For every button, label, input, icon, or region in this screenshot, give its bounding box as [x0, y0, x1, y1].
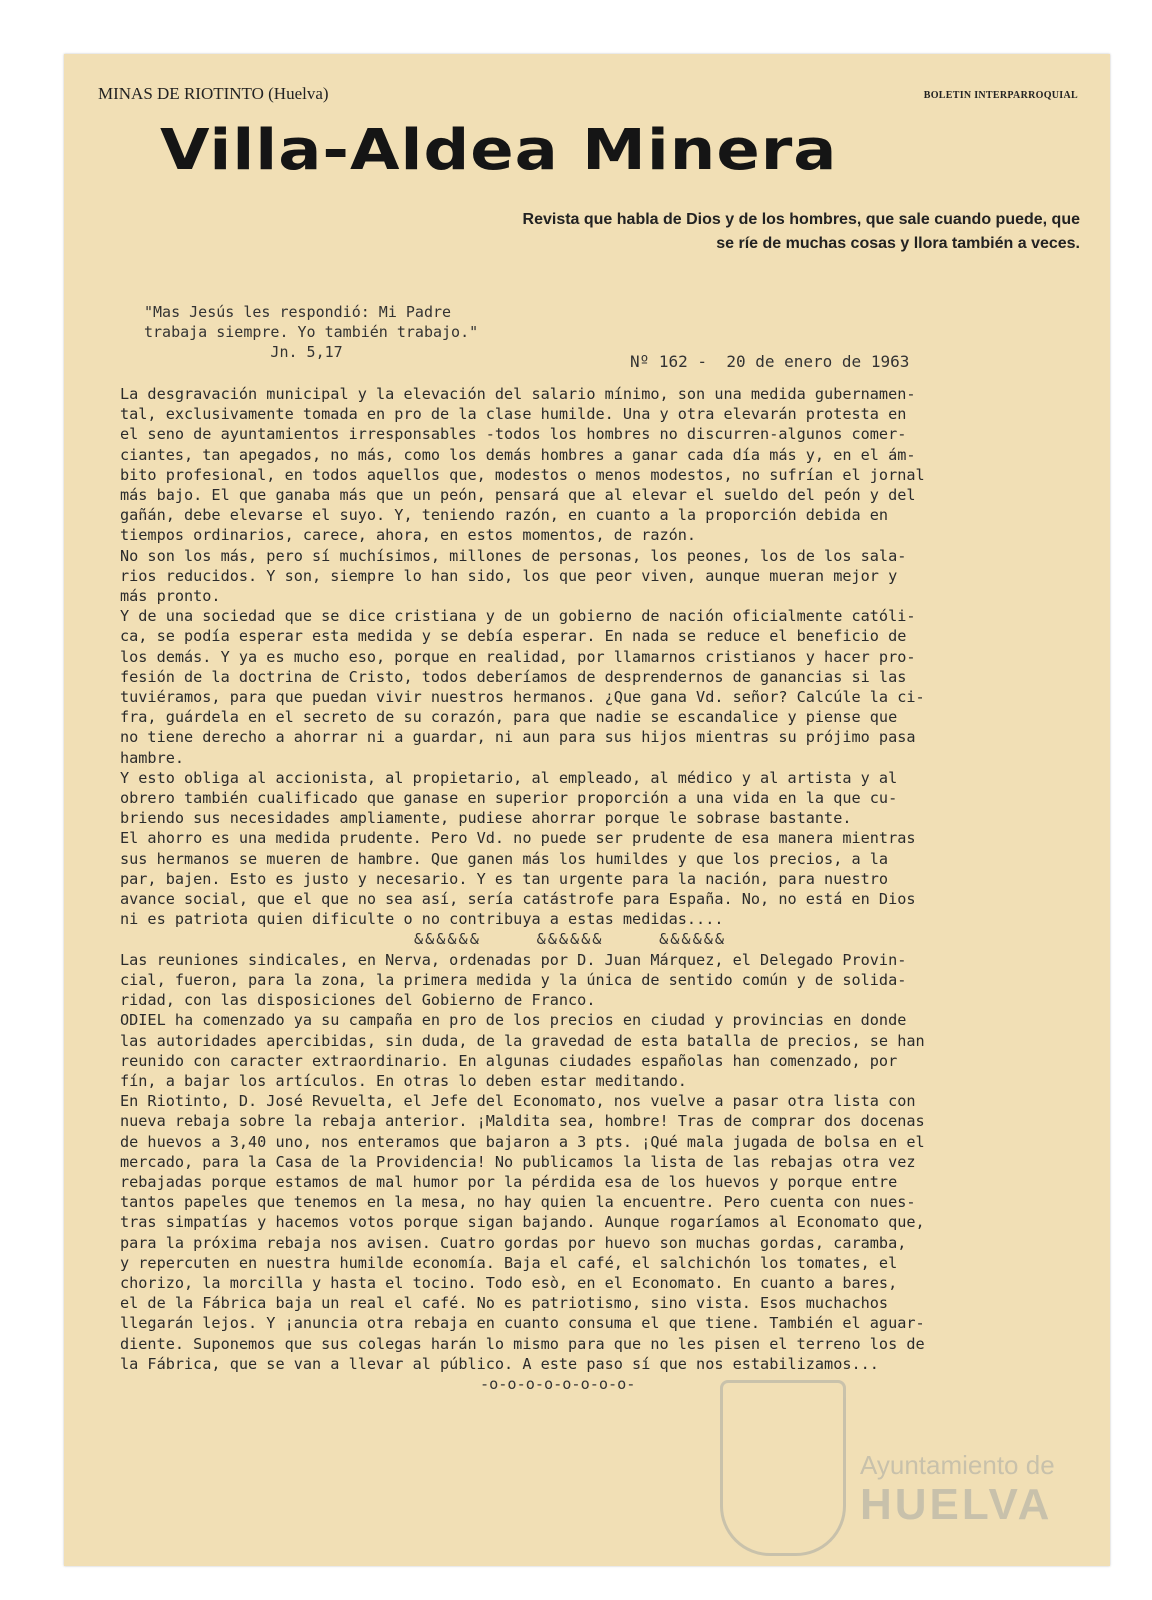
- paragraph-4: Las reuniones sindicales, en Nerva, ordenadas por D. Juan Márquez, el Delegado Provin- cial, fueron, para la zona, la primera medida y la única de sentido común y de solida- ridad, con las disposiciones del Gobierno de Franco. ODIEL ha comenzado ya su campaña en pro de los precios en ciudad y provincias en donde las autoridades apercibidas, sin duda, de la gravedad de esta batalla de precios, se han reunido con caracter extraordinario. En algunas ciudades españolas han comenzado, por fín, a bajar los artículos. En otras lo deben estar meditando. En Riotinto, D. José Revuelta, el Jefe del Economato, nos vuelve a pasar otra lista con nueva rebaja sobre la rebaja anterior. ¡Maldita sea, hombre! Tras de comprar dos docenas de huevos a 3,40 uno, nos enteramos que bajaron a 3 pts. ¡Qué mala jugada de bolsa en el mercado, para la Casa de la Providencia! No publicamos la lista de las rebajas otra vez rebajadas porque estamos de mal humor por la pérdida esa de los huevos y porque entre tantos papeles que tenemos en la mesa, no hay quien la encuentre. Pero cuenta con nues- tras simpatías y hacemos votos porque sigan bajando. Aunque rogaríamos al Economato que, para la próxima rebaja nos avisen. Cuatro gordas por huevo son muchas gordas, caramba, y repercuten en nuestra humilde economía. Baja el café, el salchichón los tomates, el chorizo, la morcilla y hasta el tocino. Todo esò, en el Economato. En cuanto a bares, el de la Fábrica baja un real el café. No es patriotismo, sino vista. Esos muchachos llegarán lejos. Y ¡anuncia otra rebaja en cuanto consuma el que tiene. También el aguar- diente. Suponemos que sus colegas harán lo mismo para que no les pisen el terreno los de la Fábrica, que se van a llevar al público. A este paso sí que nos estabilizamos...: [120, 950, 925, 1373]
- bulletin-label: BOLETIN INTERPARROQUIAL: [923, 90, 1078, 101]
- watermark-line-1: Ayuntamiento de: [860, 1450, 1055, 1480]
- watermark-line-2: HUELVA: [860, 1480, 1053, 1529]
- tagline: Revista que habla de Dios y de los hombres, que sale cuando puede, que se ríe de muchas cosas y llora también a veces.: [522, 211, 1080, 252]
- paragraph-3: Y esto obliga al accionista, al propietario, al empleado, al médico y al artista y al obrero también cualificado que ganase en superior proporción a una vida en la que cu- briendo sus necesidades ampliamente, pudiese ahorrar porque le sobrase bastante. El ahorro es una medida prudente. Pero Vd. no puede ser prudente de esa manera mientras sus hermanos se mueren de hambre. Que ganen más los humildes y que los precios, a la par, bajen. Esto es justo y necesario. Y es tan urgente para la nación, para nuestro avance social, que el que no sea así, sería catástrofe para España. No, no está en Dios ni es patriota quien dificulte o no contribuya a estas medidas....: [120, 768, 916, 929]
- crest-icon: [720, 1380, 846, 1556]
- section-divider: &&&&&& &&&&&& &&&&&&: [413, 930, 727, 949]
- scripture-quote: "Mas Jesús les respondió: Mi Padre trabaja siempre. Yo también trabajo." Jn. 5,17: [144, 303, 479, 361]
- end-mark: -o-o-o-o-o-o-o-o-: [480, 1374, 636, 1393]
- watermark: [720, 1380, 1080, 1560]
- article-body: [120, 384, 1020, 1394]
- masthead-title: Villa-Aldea Minera: [160, 118, 838, 184]
- paragraph-1: La desgravación municipal y la elevación del salario mínimo, son una medida gubernamen- tal, exclusivamente tomada en pro de la clase humilde. Una y otra elevarán protesta en el seno de ayuntamientos irresponsables -todos los hombres no discurren-algunos comer- ciantes, tan apegados, no más, como los demás hombres a ganar cada día más y, en el ám- bito profesional, en todos aquellos que, modestos o menos modestos, no sufrían el jornal más bajo. El que ganaba más que un peón, pensará que al elevar el sueldo del peón y del gañán, debe elevarse el suyo. Y, teniendo razón, en cuanto a la proporción debida en tiempos ordinarios, carece, ahora, en estos momentos, de razón. No son los más, pero sí muchísimos, millones de personas, los peones, los de los sala- rios reducidos. Y son, siempre lo han sido, los que peor viven, aunque mueran mejor y más pronto.: [120, 385, 925, 606]
- issue-number-date: Nº 162 - 20 de enero de 1963: [630, 352, 910, 371]
- location-header: MINAS DE RIOTINTO (Huelva): [98, 84, 329, 103]
- paragraph-2: Y de una sociedad que se dice cristiana y de un gobierno de nación oficialmente católi- ca, se podía esperar esta medida y se debía esperar. En nada se reduce el beneficio de los demás. Y ya es mucho eso, porque en realidad, por llamarnos cristianos y hacer pro- fesión de la doctrina de Cristo, todos deberíamos de desprendernos de ganancias si las tuviéramos, para que puedan vivir nuestros hermanos. ¿Que gana Vd. señor? Calcúle la ci- fra, guárdela en el secreto de su corazón, para que nadie se escandalice y piense que no tiene derecho a ahorrar ni a guardar, ni aun para sus hijos mientras su prójimo pasa hambre.: [120, 607, 925, 767]
